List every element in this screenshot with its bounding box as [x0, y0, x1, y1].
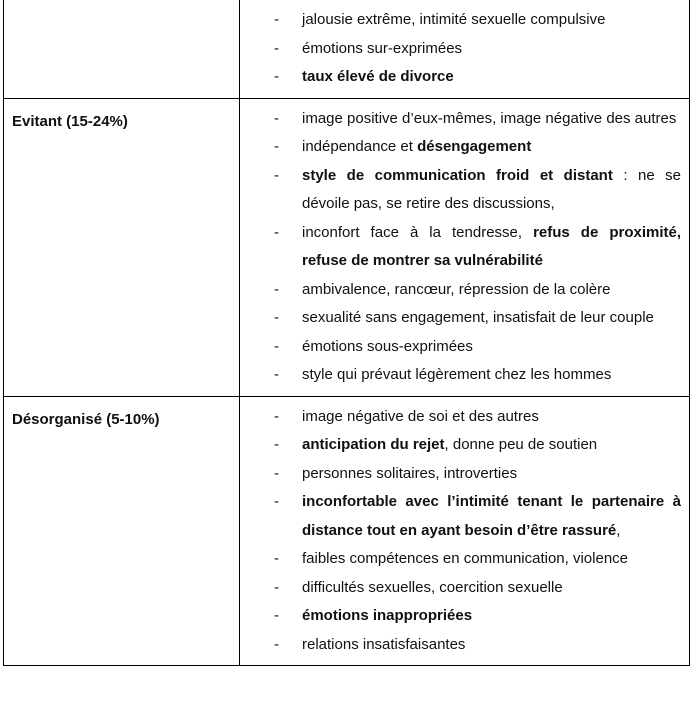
- list-item: [240, 63, 681, 92]
- list-item: [240, 105, 681, 134]
- list-item: [240, 133, 681, 162]
- item-text-bold: refus de proximité, refuse de montrer sa vulnérabilité: [302, 223, 681, 269]
- item-text: image positive d’eux-mêmes, image négative des autres: [302, 109, 677, 127]
- item-text: ,: [616, 521, 621, 539]
- item-text: , donne peu de soutien: [444, 436, 598, 453]
- list-item: [240, 6, 681, 35]
- item-text: jalousie extrême, intimité sexuelle compulsive: [302, 11, 606, 28]
- bullet-dash: -: [274, 309, 279, 326]
- bullet-dash: -: [274, 337, 279, 355]
- table-row: [4, 98, 689, 396]
- bullet-dash: -: [274, 578, 279, 596]
- item-text-bold: style de communication froid et distant: [302, 166, 613, 184]
- items-cell: [240, 397, 689, 666]
- list-item: [240, 276, 681, 305]
- item-text: ambivalence, rancœur, répression de la colère: [302, 280, 611, 298]
- item-text-bold: taux élevé de divorce: [302, 68, 454, 85]
- item-text: indépendance et: [302, 138, 418, 155]
- item-text: : ne se dévoile pas, se retire des discussions,: [302, 166, 681, 212]
- list-item: [240, 574, 681, 603]
- item-text: difficultés sexuelles, coercition sexuelle: [302, 578, 563, 596]
- list-item: [240, 304, 681, 333]
- item-text: émotions sur-exprimées: [302, 39, 463, 57]
- bullet-dash: -: [274, 166, 279, 184]
- item-text: image négative de soi et des autres: [302, 407, 539, 425]
- list-item: [240, 631, 681, 660]
- item-text: faibles compétences en communication, violence: [302, 550, 629, 567]
- bullet-dash: -: [274, 436, 279, 453]
- bullet-dash: -: [274, 280, 279, 298]
- list-item: [240, 35, 681, 64]
- bullet-dash: -: [274, 138, 279, 155]
- list-item: [240, 545, 681, 574]
- item-text-bold: désengagement: [417, 138, 532, 155]
- list-item: [240, 602, 681, 631]
- items-cell: [240, 99, 689, 396]
- item-text: inconfort face à la tendresse,: [302, 223, 534, 241]
- bullet-dash: -: [274, 635, 279, 653]
- item-text: sexualité sans engagement, insatisfait de leur couple: [302, 309, 654, 326]
- item-text: relations insatisfaisantes: [302, 635, 466, 653]
- bullet-dash: -: [274, 223, 279, 241]
- bullet-dash: -: [274, 366, 279, 383]
- list-item: [240, 403, 681, 432]
- list-item: [240, 219, 681, 276]
- category-cell: [4, 0, 240, 98]
- bullet-dash: -: [274, 550, 279, 567]
- bullet-dash: -: [274, 464, 279, 482]
- list-item: [240, 460, 681, 489]
- bullet-dash: -: [274, 607, 279, 624]
- item-text-bold: émotions inappropriées: [302, 607, 473, 624]
- attachment-styles-table: [3, 0, 690, 666]
- list-item: [240, 162, 681, 219]
- list-item: [240, 431, 681, 460]
- list-item: [240, 361, 681, 390]
- category-cell: Désorganisé (5-10%): [4, 397, 240, 666]
- item-text: style qui prévaut légèrement chez les hommes: [302, 366, 612, 383]
- bullet-dash: -: [274, 11, 279, 28]
- list-item: [240, 488, 681, 545]
- item-text: personnes solitaires, introverties: [302, 464, 518, 482]
- list-item: [240, 333, 681, 362]
- bullet-dash: -: [274, 493, 279, 510]
- bullet-dash: -: [274, 39, 279, 57]
- items-cell: [240, 0, 689, 98]
- item-text-bold: inconfortable avec l’intimité tenant le partenaire à distance tout en ayant besoin d’être rassuré: [302, 493, 681, 539]
- bullet-dash: -: [274, 109, 279, 127]
- item-text: émotions sous-exprimées: [302, 337, 473, 355]
- item-text-bold: anticipation du rejet: [302, 436, 445, 453]
- table-row: [4, 0, 689, 98]
- category-cell: Evitant (15-24%): [4, 99, 240, 396]
- bullet-dash: -: [274, 407, 279, 425]
- bullet-dash: -: [274, 68, 279, 85]
- table-row: [4, 396, 689, 666]
